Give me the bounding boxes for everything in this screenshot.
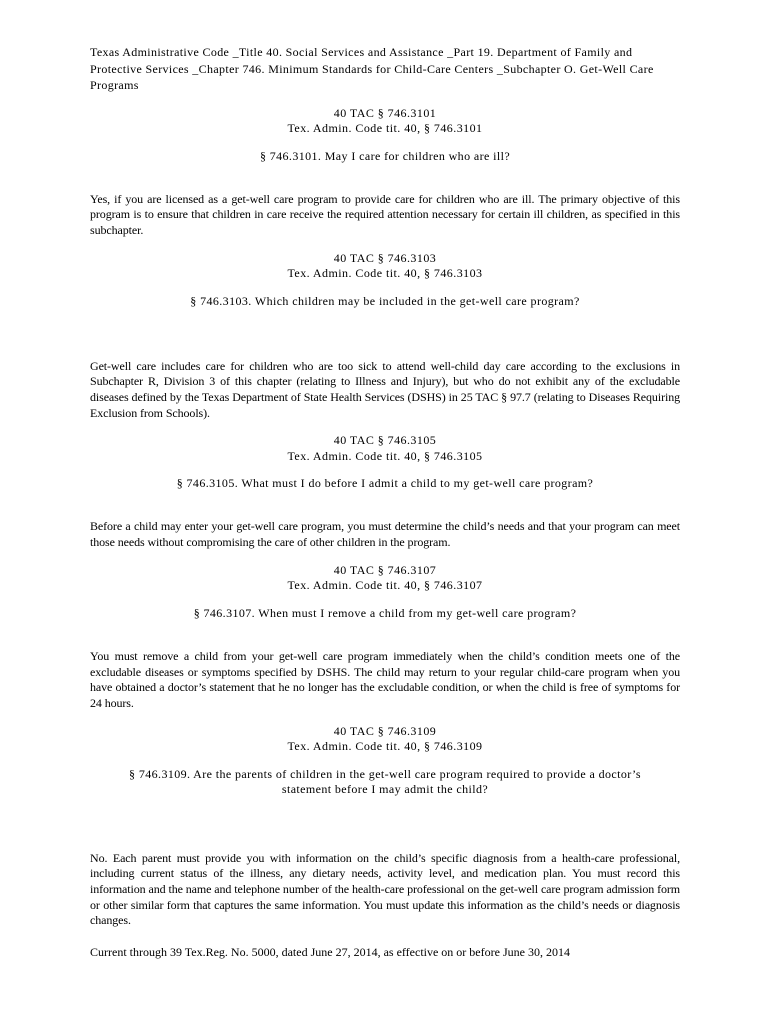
section-title: § 746.3109. Are the parents of children in the get-well care program required to provide a doctor’s statement before I may admit the child? xyxy=(129,766,641,796)
section-746-3105 xyxy=(90,433,680,550)
section-body: Yes, if you are licensed as a get-well care program to provide care for children who are ill. The primary objective of this program is to ensure that children in care receive the required attention necessary for certain ill children, as specified in this subchapter. xyxy=(90,191,680,237)
cite-tac: 40 TAC § 746.3109 xyxy=(333,723,437,738)
cite-tac: 40 TAC § 746.3103 xyxy=(333,250,437,265)
cite-tac: 40 TAC § 746.3107 xyxy=(333,562,437,577)
section-title: § 746.3101. May I care for children who are ill? xyxy=(259,148,511,163)
section-body: Get-well care includes care for children who are too sick to attend well-child day care according to the exclusions in Subchapter R, Division 3 of this chapter (relating to Illness and Injury), but who do not exhibit any of the excludable diseases defined by the Texas Department of State Health Services (DSHS) in 25 TAC § 97.7 (relating to Diseases Requiring Exclusion from Schools). xyxy=(90,358,680,420)
document-footer: Current through 39 Tex.Reg. No. 5000, dated June 27, 2014, as effective on or before June 30, 2014 xyxy=(90,945,570,959)
section-title: § 746.3107. When must I remove a child from my get-well care program? xyxy=(193,605,577,620)
document-header: Texas Administrative Code _Title 40. Social Services and Assistance _Part 19. Department of Family and Protective Services _Chapter 746. Minimum Standards for Child-Care Centers _Subchapter O. Get-Well Care Programs xyxy=(90,45,654,92)
section-746-3109 xyxy=(90,724,680,930)
cite-tac: 40 TAC § 746.3105 xyxy=(333,433,437,448)
cite-admin-code: Tex. Admin. Code tit. 40, § 746.3101 xyxy=(287,121,483,135)
cite-admin-code: Tex. Admin. Code tit. 40, § 746.3103 xyxy=(287,266,483,281)
cite-admin-code: Tex. Admin. Code tit. 40, § 746.3105 xyxy=(287,448,483,463)
section-body: You must remove a child from your get-well care program immediately when the child’s condition meets one of the excludable diseases or symptoms specified by DSHS. The child may return to your regular child-care program when you have obtained a doctor’s statement that he no longer has the excludable condition, or when the child is free of symptoms for 24 hours. xyxy=(90,648,680,710)
section-body: No. Each parent must provide you with information on the child’s specific diagnosis from a health-care professional, including current status of the illness, any dietary needs, activity level, and medication plan. You must record this information and the name and telephone number of the health-care professional on the get-well care program admission form or other similar form that captures the same information. You must update this information as the child’s needs or diagnosis changes. xyxy=(90,850,680,928)
section-title: § 746.3103. Which children may be included in the get-well care program? xyxy=(190,293,580,308)
section-746-3103 xyxy=(90,251,680,422)
section-title: § 746.3105. What must I do before I admit a child to my get-well care program? xyxy=(176,476,594,491)
section-746-3107 xyxy=(90,563,680,712)
document-page xyxy=(90,44,680,929)
section-body: Before a child may enter your get-well care program, you must determine the child’s needs and that your program can meet those needs without compromising the care of other children in the program. xyxy=(90,519,680,550)
cite-tac: 40 TAC § 746.3101 xyxy=(333,105,437,120)
cite-admin-code: Tex. Admin. Code tit. 40, § 746.3109 xyxy=(287,739,483,754)
section-746-3101 xyxy=(90,106,680,239)
cite-admin-code: Tex. Admin. Code tit. 40, § 746.3107 xyxy=(287,578,483,593)
